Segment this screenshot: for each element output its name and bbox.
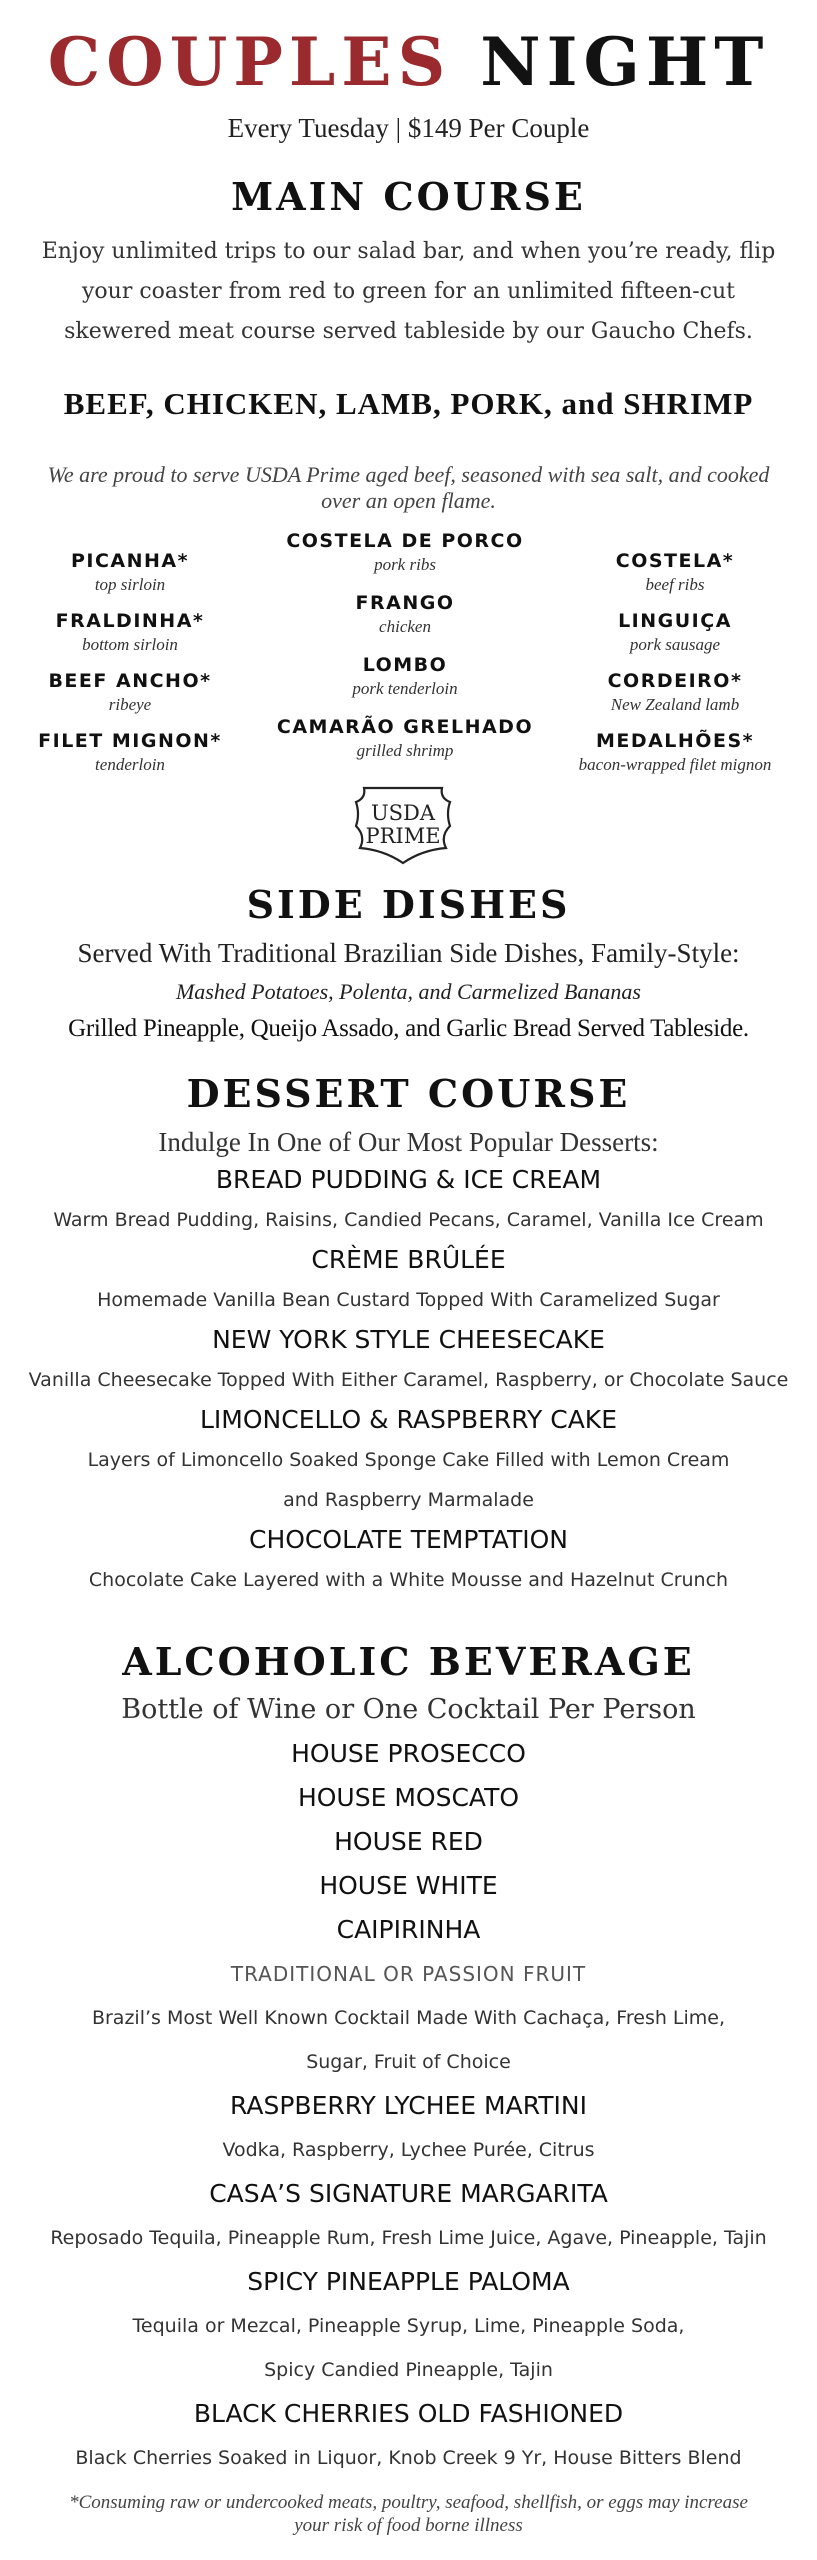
dessert-name: NEW YORK STYLE CHEESECAKE bbox=[212, 1325, 605, 1354]
dessert-intro: Indulge In One of Our Most Popular Desserts: bbox=[158, 1127, 659, 1157]
dessert-list bbox=[0, 1160, 817, 1600]
dessert-name: CHOCOLATE TEMPTATION bbox=[249, 1525, 568, 1554]
meat-subtitle: New Zealand lamb bbox=[610, 695, 740, 714]
meat-item bbox=[275, 528, 535, 576]
cocktail-description: Spicy Candied Pineapple, Tajin bbox=[264, 2359, 553, 2381]
page-subtitle: Every Tuesday | $149 Per Couple bbox=[227, 113, 590, 143]
cocktail-name: BLACK CHERRIES OLD FASHIONED bbox=[193, 2399, 624, 2428]
meat-subtitle: tenderloin bbox=[95, 755, 165, 774]
meat-subtitle: chicken bbox=[379, 617, 431, 636]
cocktail-description: Sugar, Fruit of Choice bbox=[306, 2051, 511, 2073]
meat-item bbox=[275, 714, 535, 762]
house-wine: HOUSE RED bbox=[334, 1827, 483, 1856]
meat-subtitle: pork sausage bbox=[629, 635, 721, 654]
dessert-description: Warm Bread Pudding, Raisins, Candied Pecans, Caramel, Vanilla Ice Cream bbox=[53, 1209, 764, 1231]
dessert-description: Layers of Limoncello Soaked Sponge Cake Filled with Lemon Cream bbox=[87, 1449, 730, 1471]
side-dishes-intro: Served With Traditional Brazilian Side Dishes, Family-Style: bbox=[77, 938, 740, 968]
meat-name: CORDEIRO* bbox=[607, 670, 743, 692]
meat-item bbox=[545, 548, 805, 596]
meat-item bbox=[0, 548, 260, 596]
cocktail-description: Tequila or Mezcal, Pineapple Syrup, Lime, Pineapple Soda, bbox=[132, 2315, 685, 2337]
dessert-description: Vanilla Cheesecake Topped With Either Caramel, Raspberry, or Chocolate Sauce bbox=[28, 1369, 789, 1391]
cocktail-name: CAIPIRINHA bbox=[336, 1915, 481, 1944]
meat-item bbox=[0, 728, 260, 776]
meat-item bbox=[545, 608, 805, 656]
title-word-couples: COUPLES bbox=[47, 23, 452, 101]
meat-subtitle: pork tenderloin bbox=[352, 679, 458, 698]
meat-item bbox=[275, 590, 535, 638]
meat-name: FILET MIGNON* bbox=[38, 730, 222, 752]
cocktail-name: CASA’S SIGNATURE MARGARITA bbox=[209, 2179, 608, 2208]
meat-name: FRANGO bbox=[355, 592, 455, 614]
main-course-description: Enjoy unlimited trips to our salad bar, and when you’re ready, flip your coaster from red to green for an unlimited fifteen-cut skewered meat course served tableside by our Gaucho Chefs. bbox=[41, 239, 776, 344]
side-dishes-tableside: Grilled Pineapple, Queijo Assado, and Garlic Bread Served Tableside. bbox=[68, 1015, 749, 1042]
cocktail-name: SPICY PINEAPPLE PALOMA bbox=[247, 2267, 570, 2296]
dessert-description: and Raspberry Marmalade bbox=[283, 1489, 534, 1511]
meat-subtitle: ribeye bbox=[108, 695, 152, 714]
cocktail-description: Black Cherries Soaked in Liquor, Knob Creek 9 Yr, House Bitters Blend bbox=[75, 2447, 742, 2469]
main-course-heading: MAIN COURSE bbox=[231, 174, 586, 219]
beverage-intro: Bottle of Wine or One Cocktail Per Person bbox=[121, 1694, 696, 1725]
cocktail-note: TRADITIONAL OR PASSION FRUIT bbox=[230, 1962, 587, 1986]
title-word-night: NIGHT bbox=[480, 23, 770, 101]
meat-subtitle: top sirloin bbox=[94, 575, 166, 594]
dessert-heading: DESSERT COURSE bbox=[186, 1071, 631, 1116]
side-dishes-heading: SIDE DISHES bbox=[246, 882, 571, 927]
dessert-name: CRÈME BRÛLÉE bbox=[311, 1245, 506, 1274]
meat-name: COSTELA DE PORCO bbox=[286, 530, 524, 552]
health-disclaimer: *Consuming raw or undercooked meats, poultry, seafood, shellfish, or eggs may increase your risk of food borne illness bbox=[69, 2492, 748, 2536]
meat-subtitle: bacon-wrapped filet mignon bbox=[578, 755, 772, 774]
meat-item bbox=[545, 728, 805, 776]
meat-subtitle: pork ribs bbox=[374, 555, 436, 574]
dessert-name: LIMONCELLO & RASPBERRY CAKE bbox=[200, 1405, 617, 1434]
cocktail-description: Brazil’s Most Well Known Cocktail Made With Cachaça, Fresh Lime, bbox=[91, 2007, 726, 2029]
dessert-description: Homemade Vanilla Bean Custard Topped With Caramelized Sugar bbox=[97, 1289, 720, 1311]
dessert-name: BREAD PUDDING & ICE CREAM bbox=[215, 1165, 602, 1194]
badge-line1: USDA bbox=[370, 801, 436, 825]
meat-column-center bbox=[275, 528, 535, 776]
meat-column-right bbox=[545, 548, 805, 788]
side-dishes-family: Mashed Potatoes, Polenta, and Carmelized Bananas bbox=[175, 979, 641, 1004]
meat-name: COSTELA* bbox=[615, 550, 735, 572]
house-wine: HOUSE PROSECCO bbox=[291, 1739, 526, 1768]
meat-name: FRALDINHA* bbox=[55, 610, 205, 632]
cocktail-name: RASPBERRY LYCHEE MARTINI bbox=[230, 2091, 587, 2120]
meat-subtitle: bottom sirloin bbox=[82, 635, 178, 654]
meat-name: BEEF ANCHO* bbox=[48, 670, 212, 692]
dessert-description: Chocolate Cake Layered with a White Mousse and Hazelnut Crunch bbox=[88, 1569, 729, 1591]
cocktail-description: Reposado Tequila, Pineapple Rum, Fresh Lime Juice, Agave, Pineapple, Tajin bbox=[50, 2227, 767, 2249]
meat-column-left bbox=[0, 548, 260, 788]
house-wine: HOUSE WHITE bbox=[319, 1871, 498, 1900]
meat-name: LINGUIÇA bbox=[618, 610, 732, 632]
meat-item bbox=[275, 652, 535, 700]
meat-subtitle: beef ribs bbox=[645, 575, 705, 594]
meat-name: PICANHA* bbox=[70, 550, 190, 572]
usda-statement: We are proud to serve USDA Prime aged beef, seasoned with sea salt, and cooked over an open flame. bbox=[47, 462, 770, 513]
meat-subtitle: grilled shrimp bbox=[356, 741, 454, 760]
meat-name: MEDALHÕES* bbox=[595, 730, 755, 752]
page-title bbox=[0, 22, 817, 102]
cocktail-description: Vodka, Raspberry, Lychee Purée, Citrus bbox=[222, 2139, 595, 2161]
house-wine: HOUSE MOSCATO bbox=[297, 1783, 520, 1812]
usda-prime-shield-icon bbox=[350, 784, 456, 866]
beverage-list bbox=[0, 1732, 817, 2480]
beverage-heading: ALCOHOLIC BEVERAGE bbox=[122, 1639, 695, 1684]
meat-item bbox=[0, 608, 260, 656]
meat-item bbox=[0, 668, 260, 716]
meats-heading: BEEF, CHICKEN, LAMB, PORK, and SHRIMP bbox=[63, 386, 754, 421]
meat-name: CAMARÃO GRELHADO bbox=[276, 716, 534, 738]
meat-item bbox=[545, 668, 805, 716]
badge-line2: PRIME bbox=[365, 824, 441, 848]
meat-name: LOMBO bbox=[362, 654, 448, 676]
